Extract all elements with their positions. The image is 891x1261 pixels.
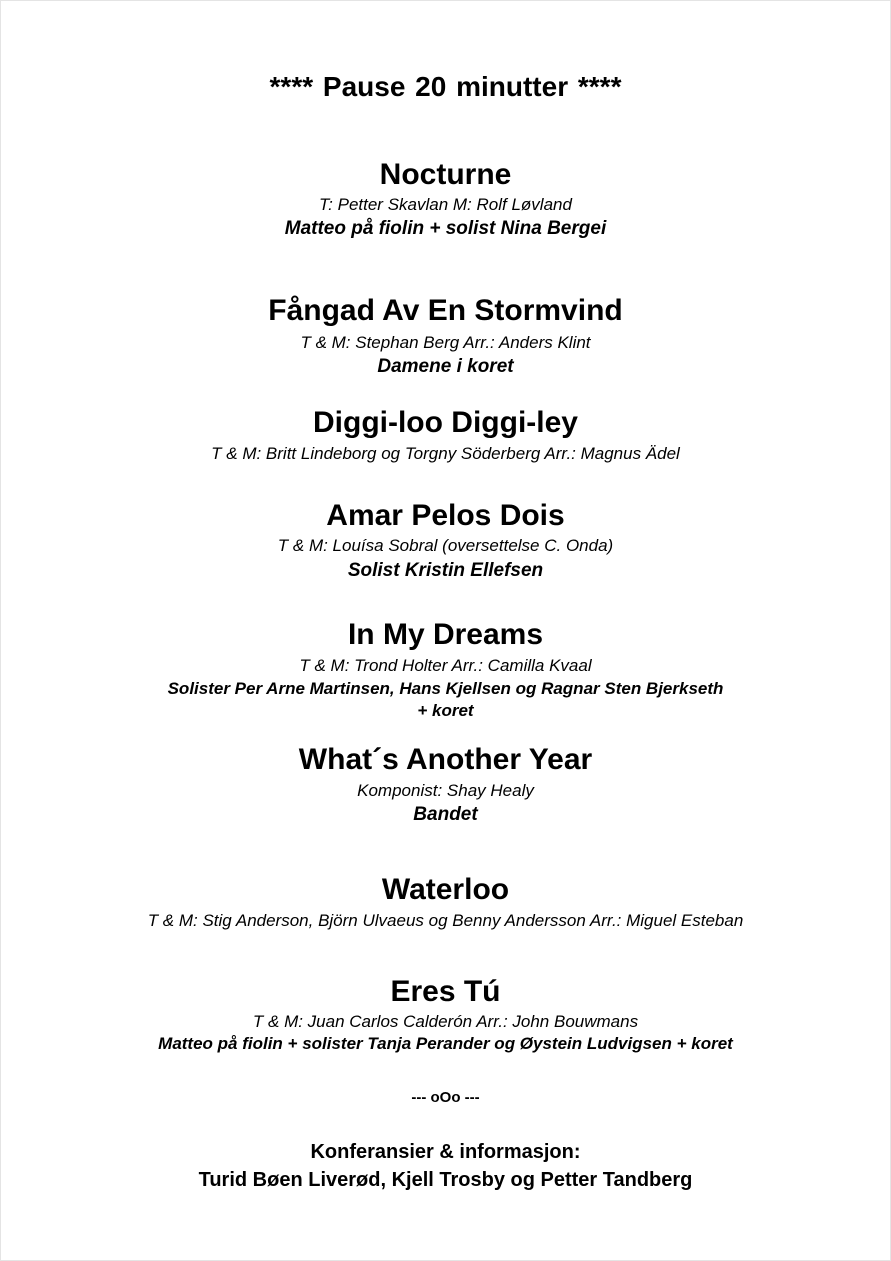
- song-credits: T & M: Stig Anderson, Björn Ulvaeus og Benny Andersson Arr.: Miguel Esteban: [147, 911, 744, 930]
- song-credits: Komponist: Shay Healy: [357, 781, 534, 800]
- song-performers: Matteo på fiolin + solister Tanja Perander og Øystein Ludvigsen + koret: [158, 1034, 733, 1053]
- song-credits: T & M: Britt Lindeborg og Torgny Söderberg Arr.: Magnus Ädel: [211, 444, 680, 463]
- song-credits: T: Petter Skavlan M: Rolf Løvland: [319, 195, 572, 214]
- song-performers: Damene i koret: [377, 356, 514, 377]
- song-performers: Solist Kristin Ellefsen: [347, 560, 544, 581]
- host-heading: Konferansier & informasjon:: [310, 1141, 581, 1163]
- pause-heading: **** Pause 20 minutter ****: [269, 71, 622, 102]
- song-performers: Bandet: [413, 804, 478, 825]
- song-title: In My Dreams: [347, 618, 544, 651]
- song-credits: T & M: Trond Holter Arr.: Camilla Kvaal: [299, 656, 592, 675]
- song-credits: T & M: Stephan Berg Arr.: Anders Klint: [300, 333, 591, 352]
- song-title: Waterloo: [381, 873, 510, 906]
- song-performers: Solister Per Arne Martinsen, Hans Kjellsen og Ragnar Sten Bjerkseth: [167, 679, 724, 698]
- song-credits: T & M: Louísa Sobral (oversettelse C. Onda): [277, 536, 614, 555]
- host-names: Turid Bøen Liverød, Kjell Trosby og Petter Tandberg: [198, 1169, 693, 1191]
- song-credits: T & M: Juan Carlos Calderón Arr.: John Bouwmans: [252, 1012, 639, 1031]
- song-performers: Matteo på fiolin + solist Nina Bergei: [284, 218, 607, 239]
- song-title: What´s Another Year: [298, 743, 593, 776]
- song-performers-continued: + koret: [417, 701, 474, 720]
- song-title: Amar Pelos Dois: [326, 499, 565, 532]
- separator: --- oOo ---: [411, 1089, 480, 1106]
- song-title: Nocturne: [379, 158, 512, 191]
- song-title: Eres Tú: [390, 975, 501, 1008]
- song-title: Diggi-loo Diggi-ley: [313, 406, 578, 439]
- song-title: Fångad Av En Stormvind: [268, 294, 623, 327]
